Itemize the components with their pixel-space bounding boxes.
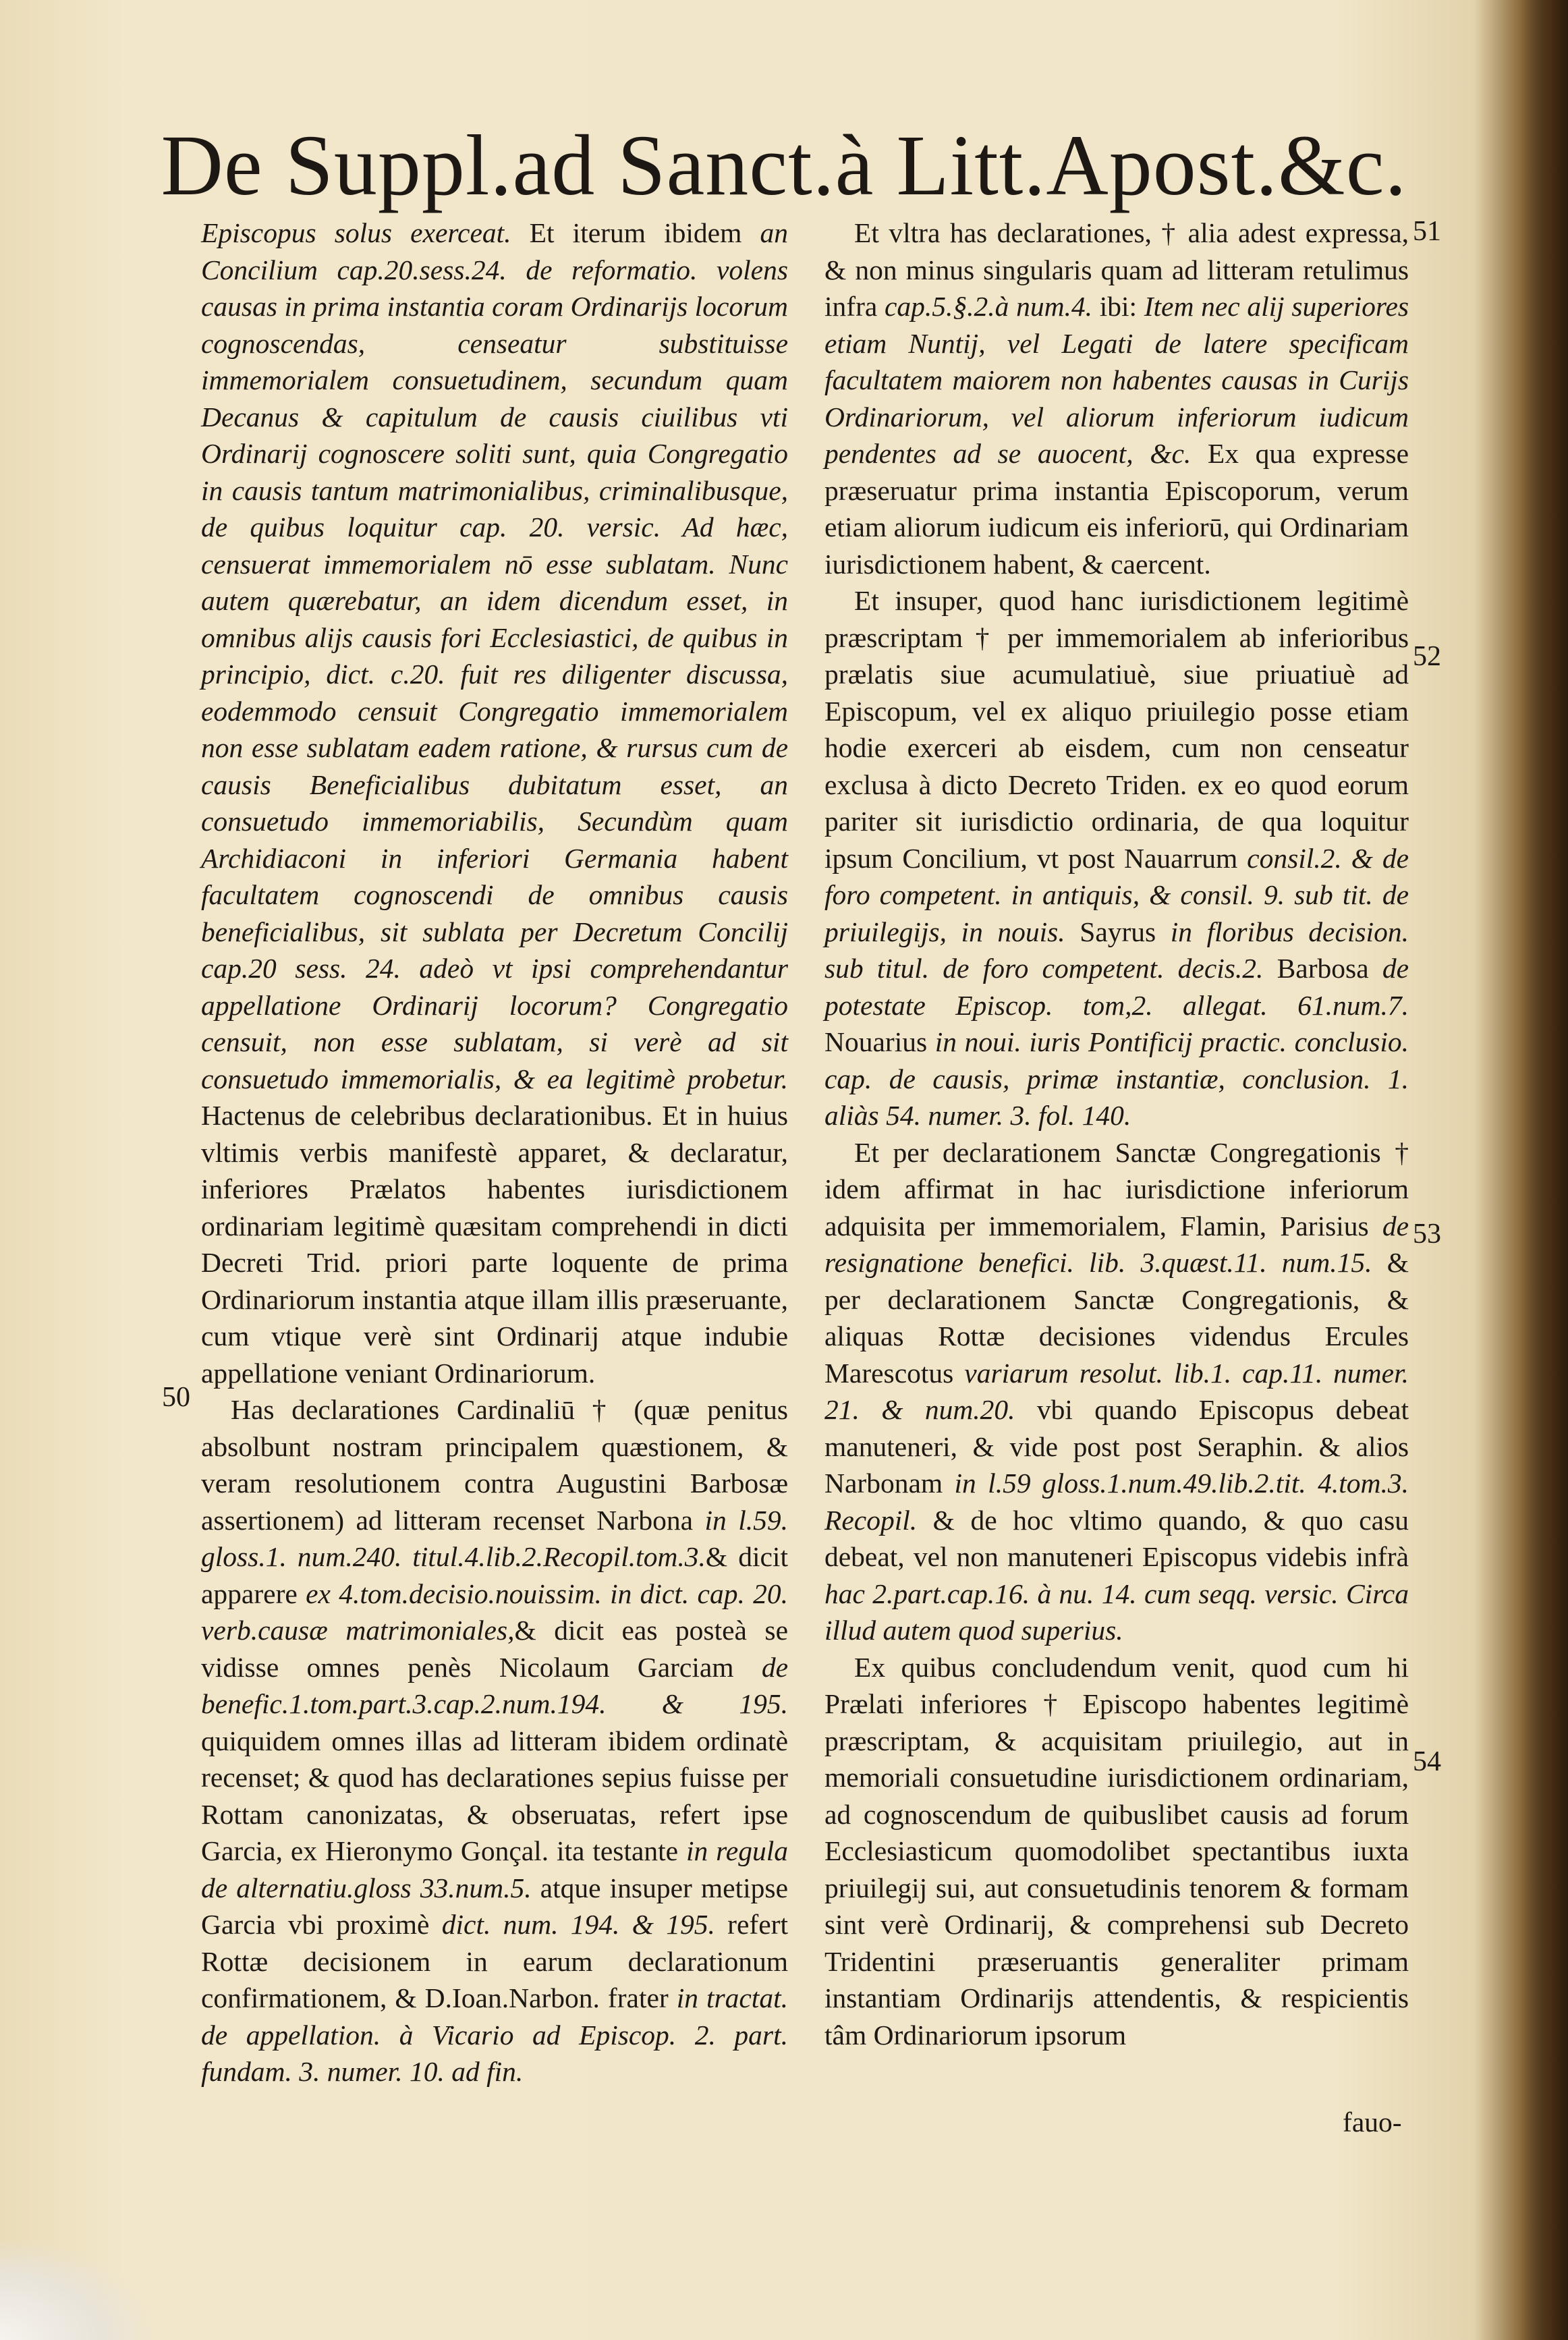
text-segment: Sayrus [1065,916,1171,947]
left-column [201,215,788,2090]
text-segment: & dicit apparere [201,1541,788,1609]
italic-text-segment: in regula de alternatiu.gloss 33.num.5. [201,1835,788,1903]
italic-text-segment: de resignatione benefici. lib. 3.quæst.11. num.15. [824,1210,1409,1278]
text-segment: Et per declarationem Sanctæ Congregationis † idem affirmat in hac iurisdictione inferiorum adquisita per immemorialem, Flamin, Parisius [824,1136,1409,1242]
text-segment: ibi: [1092,291,1144,322]
text-segment: Hactenus de celebribus declarationibus. Et in huius vltimis verbis manifestè apparet, & declaratur, inferiores Prælatos habentes iurisdictionem ordinariam legitimè quæsitam comprehendi in dicti Decreti Trid. priori parte loquente de prima Ordinariorum instantia atque illam illis præseruante, cum vtique verè sint Ordinarij atque indubie appellatione veniant Ordinariorum. [201,1100,788,1389]
text-segment: atque insuper metipse Garcia vbi proximè [201,1872,788,1940]
text-segment: & de hoc vltimo quando, & quo casu debeat, vel non manuteneri Episcopus videbis infrà [824,1504,1409,1572]
catchword: fauo- [1343,2107,1402,2138]
italic-text-segment: in l.59. gloss.1. num.240. titul.4.lib.2.Recopil.tom.3. [201,1504,789,1572]
text-segment: refert Rottæ decisionem in earum declarationum confirmationem, & D.Ioan.Narbon. frater [201,1909,788,2013]
text-segment: Barbosa [1263,953,1382,984]
italic-text-segment: ex 4.tom.decisio.nouissim. in dict. cap. 20. verb.causæ matrimoniales, [201,1578,788,1646]
text-segment: Ex quibus concludendum venit, quod cum hi Prælati inferiores † Episcopo habentes legitimè præscriptam, & acquisitam priuilegio, aut in memoriali consuetudine iurisdictionem ordinariam, ad cognoscendum de quibuslibet causis ad forum Ecclesiasticum quomodolibet spectantibus iuxta priuilegij sui, aut consuetudinis tenorem & formam sint verè Ordinarij, & comprehensi sub Decreto Tridentini præseruantis generaliter primam instantiam Ordinarijs attendentis, & respicientis tâm Ordinariorum ipsorum [824,1651,1409,2051]
right-column [824,215,1409,2053]
italic-text-segment: an Concilium cap.20.sess.24. de reformatio. volens causas in prima instantia coram Ordinarijs locorum cognoscendas, censeatur substituisse immemorialem consuetudinem, secundum quam Decanus & capitulum de causis ciuilibus vti Ordinarij cognoscere soliti sunt, quia Congregatio in causis tantum matrimonialibus, criminalibusque, de quibus loquitur cap. 20. versic. Ad hæc, censuerat immemorialem nō esse sublatam. Nunc autem quærebatur, an idem dicendum esset, in omnibus alijs causis fori Ecclesiastici, de quibus in principio, dict. c.20. fuit res diligenter discussa, eodemmodo censuit Congregatio immemorialem non esse sublatam eadem ratione, & rursus cum de causis Beneficialibus dubitatum esset, an consuetudo immemoriabilis, Secundùm quam Archidiaconi in inferiori Germania habent facultatem cognoscendi de omnibus causis beneficialibus, sit sublata per Decretum Concilij cap.20 sess. 24. adeò vt ipsi comprehendantur appellatione Ordinarij locorum? Congregatio censuit, non esse sublatam, si verè ad sit consuetudo immemorialis, & ea legitimè probetur. [201,217,789,1094]
margin-number-51: 51 [1413,216,1441,247]
italic-text-segment: Item nec alij superiores etiam Nuntij, vel Legati de latere specificam facultatem maiorem non habentes causas in Curijs Ordinariorum, vel aliorum inferiorum iudicum pendentes ad se auocent, &c. [824,291,1409,469]
text-segment: & per declarationem Sanctæ Congregationis, & aliquas Rottæ decisiones videndus Ercules Marescotus [824,1247,1409,1389]
text-segment: Et vltra has declarationes, † alia adest expressa, & non minus singularis quam ad litteram retulimus infra [824,217,1409,322]
italic-text-segment: variarum resolut. lib.1. cap.11. numer. 21. & num.20. [824,1357,1409,1425]
paragraph [824,1649,1409,2054]
italic-text-segment: cap.5.§.2.à num.4. [885,291,1093,322]
text-segment: Et insuper, quod hanc iurisdictionem legitimè præscriptam † per immemorialem ab inferioribus prælatis siue acumulatiuè, siue priuatiuè ad Episcopum, vel ex aliquo priuilegio posse etiam hodie exerceri ab eisdem, cum non censeatur exclusa à dicto Decreto Triden. ex eo quod eorum pariter sit iurisdictio ordinaria, de qua loquitur ipsum Concilium, vt post Nauarrum [824,585,1409,874]
italic-text-segment: dict. num. 194. & 195. [441,1909,715,1940]
torn-corner [0,2239,155,2340]
italic-text-segment: in l.59 gloss.1.num.49.lib.2.tit. 4.tom.3. Recopil. [824,1468,1409,1536]
italic-text-segment: in noui. iuris Pontificij practic. conclusio. cap. de causis, primæ instantiæ, conclusion. 1. aliàs 54. numer. 3. fol. 140. [824,1026,1409,1131]
margin-number-52: 52 [1413,641,1441,672]
italic-text-segment: de benefic.1.tom.part.3.cap.2.num.194. & 195. [201,1651,788,1719]
text-segment: Ex qua expresse præseruatur prima instantia Episcoporum, verum etiam aliorum iudicum eis inferiorū, qui Ordinariam iurisdictionem habent, & caercent. [824,438,1409,580]
text-segment: Et iterum ibidem [511,217,760,248]
italic-text-segment: consil.2. & de foro competent. in antiquis, & consil. 9. sub tit. de priuilegijs, in nouis. [824,842,1409,947]
page-fold-shadow [1521,0,1568,2340]
italic-text-segment: de potestate Episcop. tom,2. allegat. 61.num.7. [824,953,1409,1021]
text-segment: & dicit eas posteà se vidisse omnes penès Nicolaum Garciam [201,1615,788,1683]
italic-text-segment: in floribus decision. sub titul. de foro competent. decis.2. [824,916,1409,984]
text-segment: Nouarius [824,1026,935,1057]
paragraph [824,582,1409,1134]
text-segment: Has declarationes Cardinaliū † (quæ penitus absolbunt nostram principalem quæstionem, & veram resolutionem contra Augustini Barbosæ assertionem) ad litteram recenset Narbona [201,1394,788,1536]
text-segment: vbi quando Episcopus debeat manuteneri, & vide post post Seraphin. & alios Narbonam [824,1394,1409,1499]
italic-text-segment: Episcopus solus exerceat. [201,217,511,248]
paragraph [201,1391,788,2090]
running-header: De Suppl.ad Sanct.à Litt.Apost.&c. [161,117,1407,213]
text-segment: quiquidem omnes illas ad litteram ibidem ordinatè recenset; & quod has declarationes sepius fuisse per Rottam canonizatas, & obseruatas, refert ipse Garcia, ex Hieronymo Gonçal. ita testante [201,1725,788,1866]
italic-text-segment: in tractat. de appellation. à Vicario ad Episcop. 2. part. fundam. 3. numer. 10. ad fin. [201,1982,788,2087]
margin-number-50: 50 [162,1382,190,1413]
margin-number-53: 53 [1413,1219,1441,1250]
margin-number-54: 54 [1413,1746,1441,1777]
paragraph [201,215,788,1391]
paragraph [824,1134,1409,1649]
italic-text-segment: hac 2.part.cap.16. à nu. 14. cum seqq. versic. Circa illud autem quod superius. [824,1578,1409,1646]
paragraph [824,215,1409,582]
